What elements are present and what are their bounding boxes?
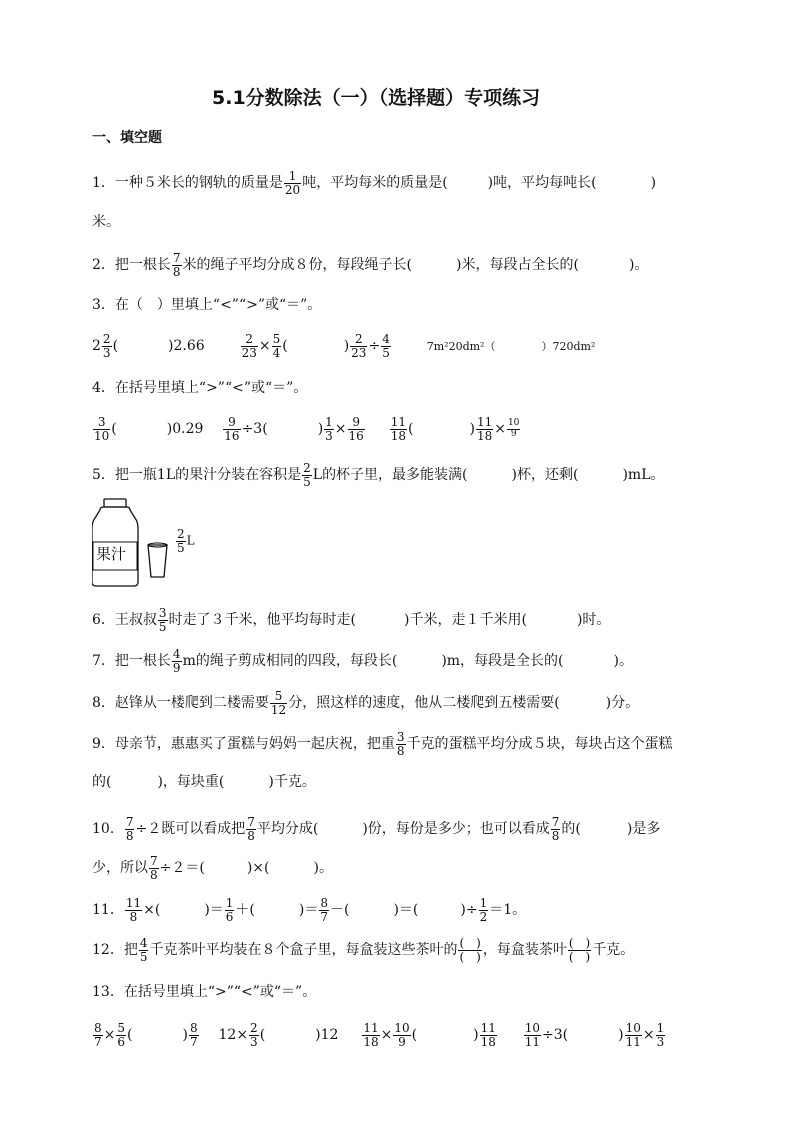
fraction: $\frac{8}{7}$ [94,1021,102,1049]
fraction: $\frac{( )}{( )}$ [459,936,481,964]
fraction: $\frac{10}{9}$ [394,1021,410,1049]
question-6: 6．王叔叔 $\frac{3}{5}$ 时走了３千米，他平均每时走( )千米，走１千米用( )时。 [92,606,611,634]
fraction: $\frac{1}{2}$ [479,896,488,924]
question-10: 10． $\frac{7}{8}$ ÷２既可以看成把 $\frac{7}{8}$ 平均分成( )份，每份是多少；也可以看成 $\frac{7}{8}$ 的( )是多 [92,815,661,843]
fraction: $\frac{2}{23}$ [351,332,367,360]
fraction: $\frac{10}{9}$ [507,418,520,439]
fraction: $\frac{11}{18}$ [480,1021,496,1049]
fraction: $\frac{2}{23}$ [241,332,257,360]
question-9: 9．母亲节，惠惠买了蛋糕与妈妈一起庆祝，把重 $\frac{3}{8}$ 千克的蛋糕平均分成５块，每块占这个蛋糕 [92,730,673,758]
cup-capacity: $\frac{2}{5}$ L [177,527,195,555]
fraction: $\frac{5}{12}$ [270,689,287,717]
question-9-cont: 的( )，每块重( )千克。 [92,774,316,790]
question-10-cont: 少，所以 $\frac{7}{8}$ ÷２＝( )×( )。 [92,854,333,882]
section-heading: 一、填空题 [92,130,162,146]
fraction: $\frac{9}{16}$ [224,415,240,443]
question-11: 11． $\frac{11}{8}$ ×( )＝ $\frac{1}{6}$ ＋( )＝ $\frac{8}{7}$ －( )＝( )÷ $\frac{1}{2}$ ＝1。 [92,896,527,924]
question-1: 1．一种５米长的钢轨的质量是 $\frac{1}{20}$ 吨，平均每米的质量是( )吨，平均每吨长( ) [92,169,657,197]
question-13-items: $\frac{8}{7}$ × $\frac{5}{6}$ ( ) $\frac{8}{7}$ 12× $\frac{2}{3}$ ( )12 $\frac{11}{18}$ × $\frac{10}{9}$ ( ) $\frac{11}{18}$ $\frac{10}{11}$ ÷3( ) $\frac{10}{11}$ × $\frac{1}{3}$ [94,1021,665,1049]
fraction: $\frac{3}{8}$ [396,730,405,758]
fraction: $\frac{2}{3}$ [250,1021,258,1049]
fraction: $\frac{4}{5}$ [382,332,390,360]
question-7: 7．把一根长 $\frac{4}{9}$ m的绳子剪成相同的四段，每段长( )m，每段是全长的( )。 [92,647,633,675]
fraction: $\frac{7}{8}$ [172,251,181,279]
question-5: 5．把一瓶1L的果汁分装在容积是 $\frac{2}{5}$ L的杯子里，最多能装满( )杯，还剩( )mL。 [92,461,665,489]
question-2: 2．把一根长 $\frac{7}{8}$ 米的绳子平均分成８份，每段绳子长( )米，每段占全长的( )。 [92,251,649,279]
cup-icon [148,545,167,577]
fraction: $\frac{4}{9}$ [172,647,181,675]
fraction: $\frac{7}{8}$ [551,815,560,843]
question-4-items: $\frac{3}{10}$ ( )0.29 $\frac{9}{16}$ ÷3( ) $\frac{1}{3}$ × $\frac{9}{16}$ $\frac{11}{18}$ ( ) $\frac{11}{18}$ × $\frac{10}{9}$ [94,415,520,443]
fraction: $\frac{9}{16}$ [348,415,364,443]
question-4: 4．在括号里填上“>”“<”或“＝”。 [92,380,308,396]
fraction: $\frac{10}{11}$ [524,1021,541,1049]
fraction: $\frac{5}{6}$ [117,1021,126,1049]
fraction: $\frac{3}{10}$ [94,415,110,443]
fraction: $\frac{7}{8}$ [150,854,158,882]
fraction: $\frac{2}{5}$ [303,461,311,489]
page-title: 5.1分数除法（一）（选择题）专项练习 [212,87,541,109]
question-3-items: 2 $\frac{2}{3}$ ( )2.66 $\frac{2}{23}$ × $\frac{5}{4}$ ( ) $\frac{2}{23}$ ÷ $\frac{4}{5}$ 7m²20dm²（ ）720dm² [92,332,596,360]
fraction: $\frac{1}{3}$ [656,1021,665,1049]
fraction: $\frac{2}{3}$ [102,332,111,360]
fraction: $\frac{1}{6}$ [225,896,234,924]
fraction: $\frac{1}{20}$ [284,169,301,197]
fraction: $\frac{( )}{( )}$ [568,936,591,964]
fraction: $\frac{8}{7}$ [320,896,328,924]
fraction: $\frac{11}{18}$ [390,415,406,443]
fraction: $\frac{10}{11}$ [625,1021,641,1049]
fraction: $\frac{8}{7}$ [189,1021,198,1049]
fraction: $\frac{3}{5}$ [158,606,167,634]
fraction: $\frac{4}{5}$ [139,936,148,964]
fraction: $\frac{11}{8}$ [125,896,142,924]
question-8: 8．赵锋从一楼爬到二楼需要 $\frac{5}{12}$ 分，照这样的速度，他从二楼爬到五楼需要( )分。 [92,689,640,717]
fraction: $\frac{7}{8}$ [125,815,134,843]
fraction: $\frac{11}{18}$ [476,415,493,443]
fraction: $\frac{1}{3}$ [325,415,333,443]
fraction: $\frac{2}{5}$ [177,527,185,555]
fraction: $\frac{7}{8}$ [247,815,255,843]
question-13: 13．在括号里填上“>”“<”或“＝”。 [92,984,317,1000]
question-1-cont: 米。 [92,214,120,230]
fraction: $\frac{11}{18}$ [363,1021,379,1049]
bottle-label: 果汁 [96,545,127,563]
question-12: 12．把 $\frac{4}{5}$ 千克茶叶平均装在８个盒子里，每盒装这些茶叶的 $\frac{( )}{( )}$ ，每盒装茶叶 $\frac{( )}{( )}$ 千克。 [92,936,635,964]
fraction: $\frac{5}{4}$ [272,332,281,360]
question-3: 3．在（ ）里填上“<”“>”或“＝”。 [92,297,322,313]
